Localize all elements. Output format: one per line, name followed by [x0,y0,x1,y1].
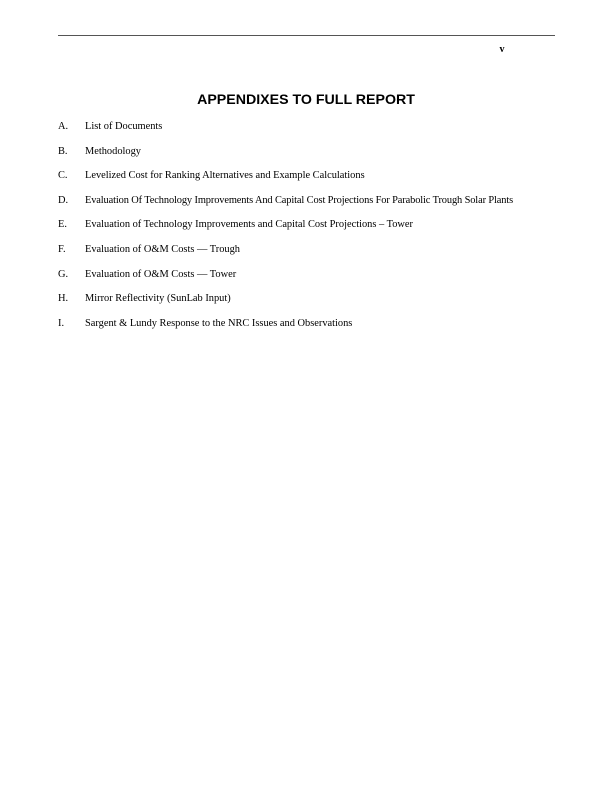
appendix-title: Levelized Cost for Ranking Alternatives and Example Calculations [85,170,365,182]
appendix-title: Evaluation of O&M Costs — Tower [85,268,237,280]
appendix-title: Evaluation of O&M Costs — Trough [85,243,241,255]
appendix-letter: H. [58,293,69,305]
appendix-letter: I. [58,317,65,329]
page-number: v [499,44,505,55]
header-rule [58,35,555,36]
appendix-title: List of Documents [85,121,163,132]
appendix-letter: F. [58,243,66,255]
appendix-title: Sargent & Lundy Response to the NRC Issues and Observations [85,317,353,329]
appendix-letter: B. [58,145,68,157]
appendix-letter: C. [58,170,68,182]
appendix-item-f [58,244,578,269]
appendix-title: Evaluation Of Technology Improvements And Capital Cost Projections For Parabolic Trough Solar Plants [85,194,514,206]
appendix-item-c [58,170,578,195]
appendix-letter: D. [58,194,69,206]
appendix-item-b [58,146,578,171]
appendix-title: Methodology [85,145,141,157]
appendix-letter: A. [58,121,69,132]
appendix-list [58,121,578,342]
appendix-item-a [58,121,578,146]
page-title: APPENDIXES TO FULL REPORT [197,92,415,108]
appendix-item-h [58,293,578,318]
appendix-item-i [58,318,578,343]
appendix-item-g [58,269,578,294]
appendix-title: Evaluation of Technology Improvements and Capital Cost Projections – Tower [85,219,414,231]
appendix-item-e [58,219,578,244]
appendix-letter: G. [58,268,69,280]
appendix-letter: E. [58,219,67,231]
appendix-title: Mirror Reflectivity (SunLab Input) [85,293,231,305]
appendix-item-d [58,195,578,220]
